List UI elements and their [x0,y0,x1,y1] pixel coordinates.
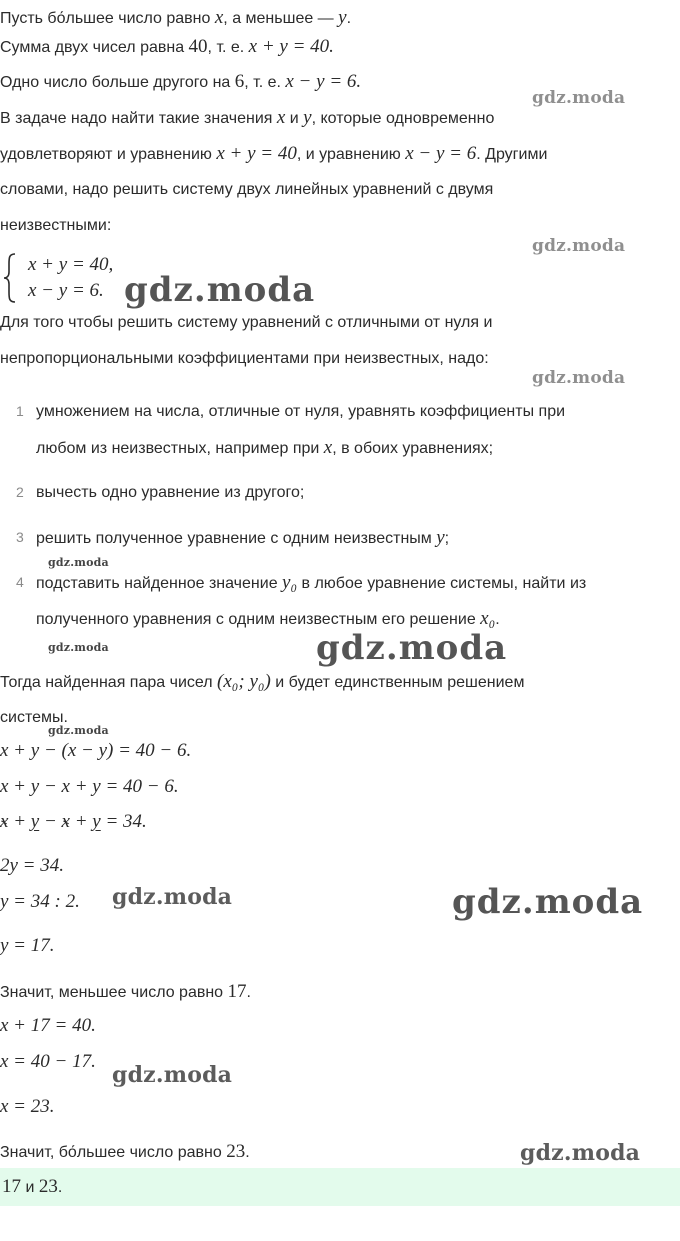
solution-step-6: y = 17. [0,935,55,956]
watermark: gdz.moda [520,1140,641,1166]
solution-step-5: y = 34 : 2. [0,891,80,912]
solution-step-8: x = 40 − 17. [0,1051,96,1072]
left-brace-icon [2,252,18,304]
intro-line-1: Пусть бо́льшее число равно x, а меньшее — y. [0,7,352,28]
solution-step-2: x + y − x + y = 40 − 6. [0,776,179,797]
watermark: gdz.moda [316,628,508,668]
system-equation-2: x − y = 6. [28,280,104,301]
step-1-line-2: любом из неизвестных, например при x, в обоих уравнениях; [36,437,494,458]
solution-step-9: x = 23. [0,1096,55,1117]
watermark: gdz.moda [48,556,109,569]
watermark: gdz.moda [112,884,233,910]
answer-text: 17 и 23. [2,1176,63,1197]
solution-step-4: 2y = 34. [0,855,65,876]
method-line-1: Для того чтобы решить систему уравнений с отличными от нуля и [0,314,493,331]
watermark: gdz.moda [532,88,626,108]
answer-box [0,1168,680,1206]
intro-line-6: словами, надо решить систему двух линейных уравнений с двумя [0,181,494,198]
watermark: gdz.moda [452,882,644,922]
watermark: gdz.moda [124,270,316,310]
conclusion-line-1: Тогда найденная пара чисел (x₀; y₀) и будет единственным решением [0,671,525,692]
step-2-number: 2 [16,484,24,500]
solution-step-3: x + y − x + y = 34. [0,811,147,832]
step-2-line: вычесть одно уравнение из другого; [36,484,305,501]
watermark: gdz.moda [532,368,626,388]
larger-number-text: Значит, бо́льшее число равно 23. [0,1141,250,1162]
step-1-number: 1 [16,403,24,419]
system-equation-1: x + y = 40, [28,254,114,275]
step-4-line-1: подставить найденное значение y₀ в любое уравнение системы, найти из [36,572,587,593]
step-3-number: 3 [16,529,24,545]
step-4-number: 4 [16,574,24,590]
watermark: gdz.moda [48,724,109,737]
conclusion-line-2: системы. [0,709,68,726]
step-4-line-2: полученного уравнения с одним неизвестным его решение x₀. [36,608,500,629]
intro-line-3: Одно число больше другого на 6, т. е. x − y = 6. [0,71,362,92]
intro-line-2: Сумма двух чисел равна 40, т. е. x + y = 40. [0,36,334,57]
method-line-2: непропорциональными коэффициентами при неизвестных, надо: [0,350,489,367]
step-1-line-1: умножением на числа, отличные от нуля, уравнять коэффициенты при [36,403,566,420]
intro-line-7: неизвестными: [0,217,112,234]
intro-line-4: В задаче надо найти такие значения x и y, которые одновременно [0,107,495,128]
watermark: gdz.moda [48,641,109,654]
watermark: gdz.moda [112,1062,233,1088]
solution-step-7: x + 17 = 40. [0,1015,96,1036]
smaller-number-text: Значит, меньшее число равно 17. [0,981,251,1002]
watermark: gdz.moda [532,236,626,256]
step-3-line: решить полученное уравнение с одним неизвестным y; [36,527,450,548]
intro-line-5: удовлетворяют и уравнению x + y = 40, и уравнению x − y = 6. Другими [0,143,548,164]
solution-step-1: x + y − (x − y) = 40 − 6. [0,740,192,761]
